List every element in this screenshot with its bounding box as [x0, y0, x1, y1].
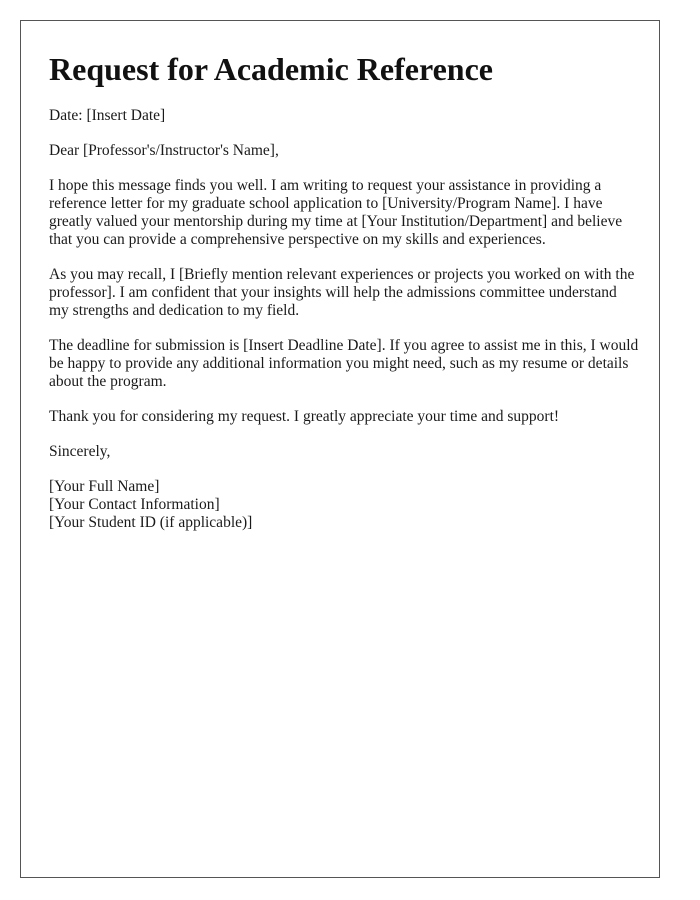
body-paragraph-3: The deadline for submission is [Insert Deadline Date]. If you agree to assist me in this, I would be happy to provide any additional information you might need, such as my resume or details about the program. — [49, 337, 639, 390]
salutation: Dear [Professor's/Instructor's Name], — [49, 142, 279, 159]
signature-block — [49, 478, 639, 532]
letter-content — [49, 51, 639, 532]
body-paragraph-1: I hope this message finds you well. I am writing to request your assistance in providing a reference letter for my graduate school application to [University/Program Name]. I have greatly valued your mentorship during my time at [Your Institution/Department] and believe that you can provide a comprehensive perspective on my skills and experiences. — [49, 177, 623, 248]
signature-name: [Your Full Name] — [49, 478, 160, 495]
letter-page — [20, 20, 660, 878]
signature-student-id: [Your Student ID (if applicable)] — [49, 514, 253, 531]
closing: Sincerely, — [49, 443, 111, 460]
letter-title: Request for Academic Reference — [49, 51, 493, 87]
date-line: Date: [Insert Date] — [49, 107, 166, 124]
signature-contact: [Your Contact Information] — [49, 496, 220, 513]
body-paragraph-4: Thank you for considering my request. I greatly appreciate your time and support! — [49, 408, 560, 425]
body-paragraph-2: As you may recall, I [Briefly mention relevant experiences or projects you worked on with the professor]. I am confident that your insights will help the admissions committee understand my strengths and dedication to my field. — [49, 266, 635, 319]
